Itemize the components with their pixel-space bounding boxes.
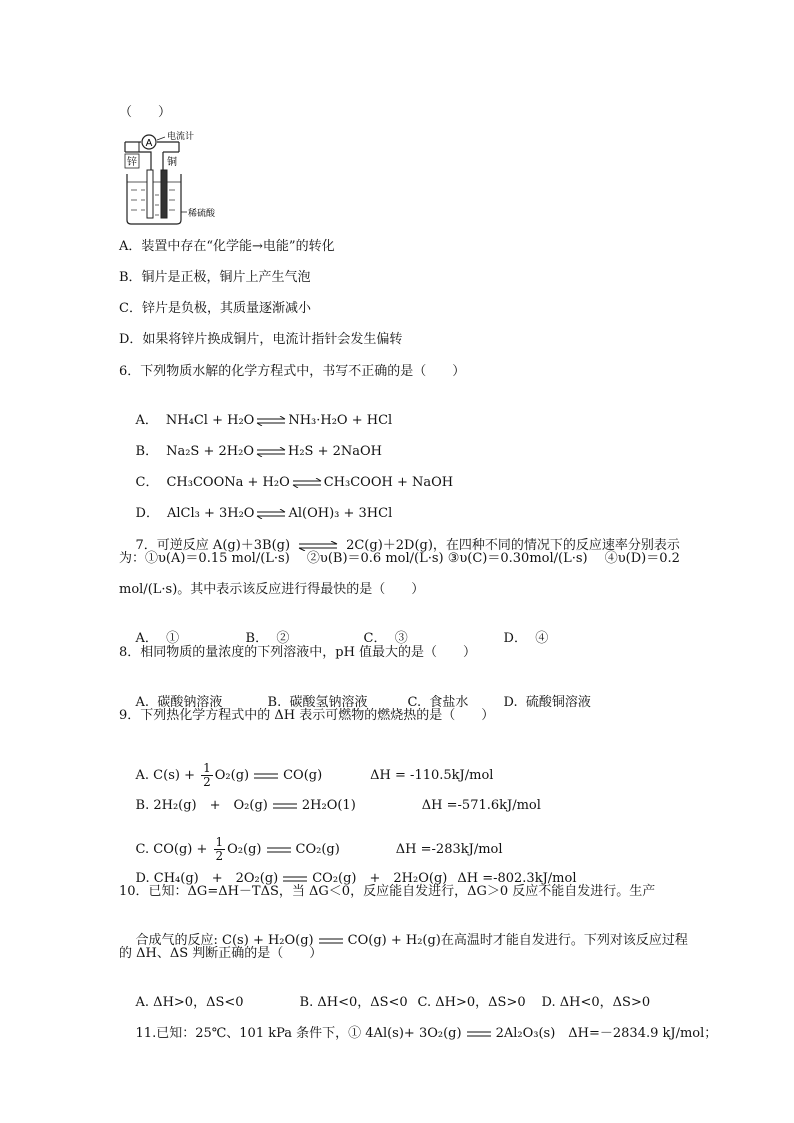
q7-line-3: mol/(L·s)。其中表示该反应进行得最快的是（ ） [119,582,425,597]
equilibrium-arrow-icon [292,478,322,488]
equals-arrow-icon [318,937,344,945]
equals-arrow-icon [466,1030,492,1038]
q7-option-a: A． ① [135,631,180,646]
q7-option-d: D． ④ [503,631,549,646]
q7-option-c: C． ③ [363,631,408,646]
q10-line-3: 的 ΔH、ΔS 判断正确的是（ ） [119,946,323,961]
copper-electrode [161,170,167,218]
q10-line-2: 合成气的反应: C(s) + H₂O(g) CO(g) + H₂(g)在高温时才能自发进行。下列对该反应过程 [135,933,688,948]
q11-line-1: 11.已知：25℃、101 kPa 条件下，① 4Al(s)+ 3O₂(g) 2Al₂O₃(s) ΔH=－2834.9 kJ/mol； [135,1026,718,1041]
zinc-label: 锌 [127,157,137,168]
equals-arrow-icon [282,875,308,883]
q5-option-d: D．如果将锌片换成铜片，电流计指针会发生偏转 [119,332,403,347]
equilibrium-arrow-icon [256,447,286,457]
q9-option-a: A. C(s) + $\frac{1}{2}$ O₂(g) CO(g) ΔH = -110.5kJ/mol [135,761,494,789]
q5-option-b: B．铜片是正极，铜片上产生气泡 [119,270,311,285]
q8-option-a: A. 碳酸钠溶液 [135,695,223,710]
q6-option-b: B． Na₂S + 2H₂O H₂S + 2NaOH [135,444,382,459]
q8-stem: 8．相同物质的量浓度的下列溶液中，pH 值最大的是（ ） [119,645,477,660]
q6-option-a: A． NH₄Cl + H₂O NH₃·H₂O + HCl [135,413,393,428]
ammeter-label: 电流计 [167,132,195,142]
q10-option-d: D. ΔH<0，ΔS>0 [541,995,651,1010]
beaker [127,174,181,224]
q5-option-c: C．锌片是负极，其质量逐渐减小 [119,301,311,316]
equilibrium-arrow-icon [256,509,286,519]
q7-line-2: 为：①υ(A)＝0.15 mol/(L·s) ②υ(B)＝0.6 mol/(L·s) ③υ(C)＝0.30mol/(L·s) ④υ(D)＝0.2 [119,551,680,566]
q6-option-d: D． AlCl₃ + 3H₂O Al(OH)₃ + 3HCl [135,506,393,521]
ammeter-symbol: A [145,138,153,149]
copper-label: 铜 [167,157,177,168]
q10-option-a: A. ΔH>0，ΔS<0 [135,995,244,1010]
q8-option-c: C. 食盐水 [407,695,469,710]
q5-bracket: （ ） [119,105,172,120]
q7-line-1: 7．可逆反应 A(g)＋3B(g) 2C(g)＋2D(g)，在四种不同的情况下的反应速率分别表示 [135,538,680,553]
q10-option-b: B. ΔH<0，ΔS<0 [299,995,408,1010]
acid-label: 稀硫酸 [188,209,216,219]
zinc-electrode [147,170,153,218]
q5-option-a: A．装置中存在“化学能→电能”的转化 [119,239,335,254]
q9-option-b: B. 2H₂(g) + O₂(g) 2H₂O(1) ΔH =-571.6kJ/mol [135,798,541,813]
galvanic-cell-diagram [119,130,239,226]
equilibrium-arrow-icon [256,416,286,426]
q7-option-b: B． ② [245,631,290,646]
q10-option-c: C. ΔH>0，ΔS>0 [417,995,526,1010]
q9-option-d: D. CH₄(g) + 2O₂(g) CO₂(g) + 2H₂O(g) ΔH =-802.3kJ/mol [135,871,577,886]
equilibrium-arrow-icon [298,541,338,551]
q8-option-d: D. 硫酸铜溶液 [503,695,591,710]
q6-option-c: C． CH₃COONa + H₂O CH₃COOH + NaOH [135,475,454,490]
q6-stem: 6．下列物质水解的化学方程式中，书写不正确的是（ ） [119,364,466,379]
q9-option-c: C. CO(g) + $\frac{1}{2}$ O₂(g) CO₂(g) ΔH =-283kJ/mol [135,835,503,863]
q8-option-b: B. 碳酸氢钠溶液 [267,695,368,710]
q10-line-1: 10．已知：ΔG=ΔH－TΔS，当 ΔG＜0，反应能自发进行，ΔG＞0 反应不能自发进行。生产 [119,884,656,899]
q9-stem: 9．下列热化学方程式中的 ΔH 表示可燃物的燃烧热的是（ ） [119,708,495,723]
